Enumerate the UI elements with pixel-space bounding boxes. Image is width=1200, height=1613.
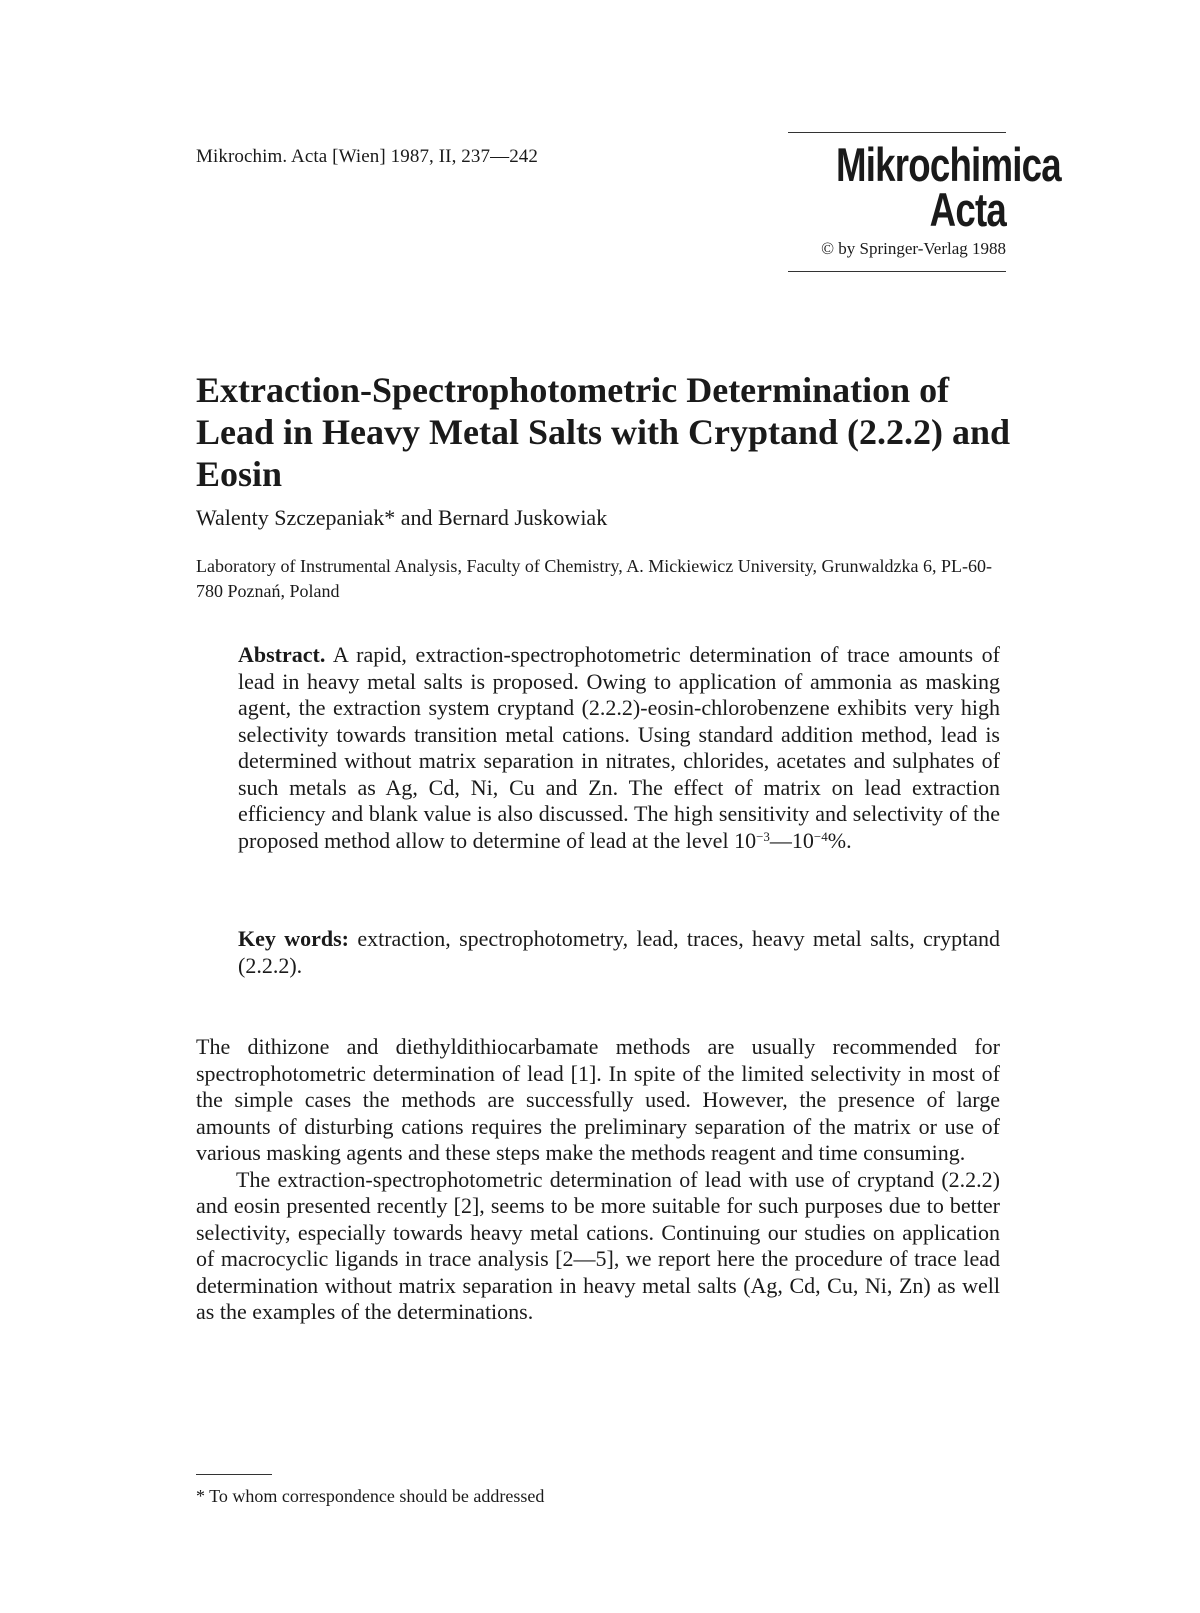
footnote-divider [196, 1474, 272, 1475]
journal-logo-block [788, 132, 1061, 272]
abstract [238, 642, 1000, 854]
abstract-text: A rapid, extraction-spectrophotometric determination of trace amounts of lead in heavy metal salts is proposed. Owing to application of ammonia as masking agent, the extraction system cryptand (2.2.2)-eosin-chlorobenzene exhibits very high selectivity towards transition metal cations. Using standard addition method, lead is determined without matrix separation in nitrates, chlorides, acetates and sulphates of such metals as Ag, Cd, Ni, Cu and Zn. The effect of matrix on lead extraction efficiency and blank value is also discussed. The high sensitivity and selectivity of the proposed method allow to determine of lead at the level 10 [238, 642, 1000, 853]
abstract-range-dash: —10 [769, 827, 814, 853]
abstract-exponent-1: −3 [756, 828, 770, 844]
journal-logo-line2: Acta [929, 183, 1006, 236]
keywords-text: extraction, spectrophotometry, lead, traces, heavy metal salts, cryptand (2.2.2). [238, 926, 1000, 978]
abstract-label: Abstract. [238, 642, 326, 667]
body-text [196, 1034, 1000, 1326]
journal-logo-line1: Mikrochimica [835, 138, 1061, 191]
body-paragraph-1: The dithizone and diethyldithiocarbamate methods are usually recommended for spectrophotometric determination of lead [1]. In spite of the limited selectivity in most of the simple cases the methods are successfully used. However, the presence of large amounts of disturbing cations requires the preliminary separation of the matrix or use of various masking agents and these steps make the methods reagent and time consuming. [196, 1034, 1000, 1165]
article-title: Extraction-Spectrophotometric Determination of Lead in Heavy Metal Salts with Cryptand (2.2.2) and Eosin [196, 370, 1011, 494]
abstract-exponent-2: −4 [813, 828, 828, 844]
journal-logo [835, 138, 1061, 236]
keywords [238, 926, 1000, 979]
bottom-divider [788, 271, 1006, 272]
article-authors: Walenty Szczepaniak* and Bernard Juskowiak [196, 505, 608, 530]
journal-citation: Mikrochim. Acta [Wien] 1987, II, 237—242 [196, 146, 539, 167]
body-paragraph-2: The extraction-spectrophotometric determination of lead with use of cryptand (2.2.2) and eosin presented recently [2], seems to be more suitable for such purposes due to better selectivity, especially towards heavy metal cations. Continuing our studies on application of macrocyclic ligands in trace analysis [2—5], we report here the procedure of trace lead determination without matrix separation in heavy metal salts (Ag, Cd, Cu, Ni, Zn) as well as the examples of the determinations. [196, 1166, 1000, 1324]
footnote: * To whom correspondence should be addressed [196, 1486, 545, 1506]
top-divider [788, 132, 1006, 133]
copyright-notice: © by Springer-Verlag 1988 [821, 239, 1006, 258]
keywords-label: Key words: [238, 926, 349, 951]
author-affiliation: Laboratory of Instrumental Analysis, Faculty of Chemistry, A. Mickiewicz University, Grunwaldzka 6, PL-60-780 Poznań, Poland [196, 556, 992, 601]
abstract-tail: %. [827, 827, 852, 853]
